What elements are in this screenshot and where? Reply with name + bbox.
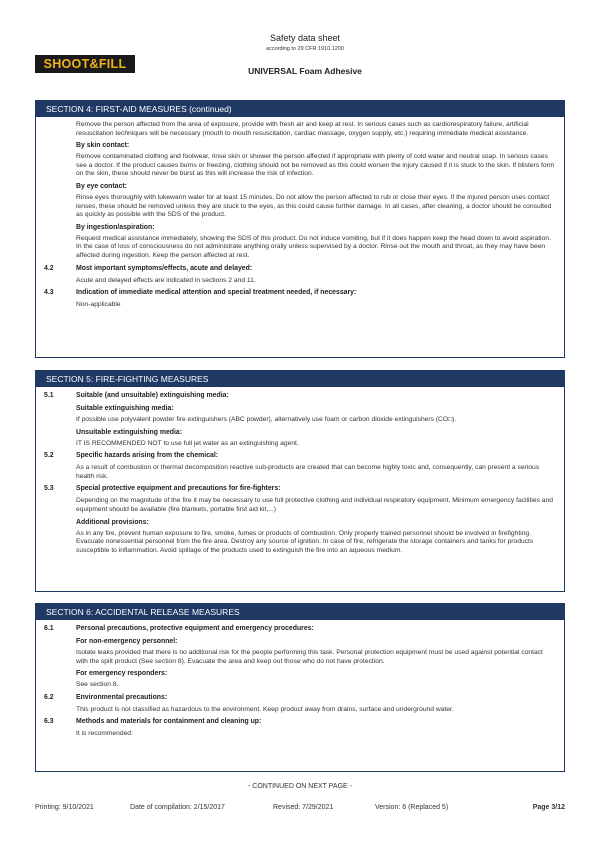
subsection-5-1 (44, 391, 556, 400)
subsection-number: 6.1 (44, 625, 54, 632)
subsection-title: Indication of immediate medical attention and special treatment needed, if necessary: (76, 289, 357, 297)
eye-contact-text: Rinse eyes thoroughly with lukewarm water for at least 15 minutes. Do not allow the person affected to rub or close their eyes. If the injured person uses contact lenses, these should be removed unless they are stuck to the eyes, as this could cause further damage. In all cases, after cleaning, a doctor should be consulted as quickly as possible with the SDS of the product. (76, 193, 552, 219)
section-4-body (36, 117, 564, 319)
subsection-number: 5.3 (44, 485, 54, 493)
subsection-title: Environmental precautions: (76, 693, 168, 701)
section-6-body (36, 620, 564, 748)
subsection-number: 5.2 (44, 452, 54, 460)
section-4 (35, 100, 565, 358)
page-number: Page 3/12 (532, 804, 565, 811)
subsection-number: 4.3 (44, 289, 54, 297)
section-5-body (36, 387, 564, 564)
subsection-number: 5.1 (44, 392, 54, 399)
subsection-number: 6.2 (44, 693, 54, 701)
page-header (0, 0, 600, 95)
ingestion-label: By ingestion/aspiration: (76, 223, 155, 231)
brand-logo: SHOOT&FILL (35, 55, 135, 73)
unsuitable-media-label: Unsuitable extinguishing media: (76, 428, 183, 436)
suitable-media-text: If possible use polyvalent powder fire extinguishers (ABC powder), alternatively use foam or carbon dioxide extinguishers (CO□). (76, 416, 457, 423)
section-5-title: SECTION 5: FIRE-FIGHTING MEASURES (36, 371, 564, 387)
inhalation-text: Remove the person affected from the area of exposure, provide with fresh air and keep at rest. In serious cases such as cardiorespiratory failure, artificial resuscitation techniques will be necessary (mouth to mouth resuscitation, cardiac massage, oxygen supply, etc.) requiring immediate medical assistance. (76, 121, 529, 137)
continued-notice: - CONTINUED ON NEXT PAGE - (248, 783, 352, 790)
subsection-4-3-text: Non-applicable (76, 301, 121, 309)
subsection-title: Special protective equipment and precautions for fire-fighters: (76, 485, 281, 493)
subsection-5-2-text: As a result of combustion or thermal decomposition reactive sub-products are created that can become highly toxic and, consequently, can present a serious health risk. (76, 464, 540, 480)
subsection-6-2-text: This product is not classified as hazardous to the environment. Keep product away from drains, surface and underground water. (76, 705, 454, 713)
section-6 (35, 603, 565, 772)
subsection-4-3 (44, 288, 556, 297)
subsection-number: 6.3 (44, 718, 54, 726)
section-4-title: SECTION 4: FIRST-AID MEASURES (continued) (36, 101, 564, 117)
eye-contact-label: By eye contact: (76, 182, 127, 190)
subsection-4-2-text: Acute and delayed effects are indicated in sections 2 and 11. (76, 276, 256, 284)
compilation-date: Date of compilation: 2/15/2017 (130, 804, 225, 811)
subsection-6-1 (44, 624, 556, 633)
unsuitable-media-text: IT IS RECOMMENDED NOT to use full jet water as an extinguishing agent. (76, 439, 299, 447)
additional-provisions-label: Additional provisions: (76, 518, 149, 526)
subsection-6-2 (44, 693, 556, 702)
suitable-media-label: Suitable extinguishing media: (76, 405, 174, 412)
ingestion-text: Request medical assistance immediately, showing the SDS of this product. Do not induce vomiting, but if it does happen keep the head down to avoid aspiration. In the case of loss of consciousness do not administrate anything orally unless supervised by a doctor. Rinse out the mouth and throat, as they may have been affected during ingestion. Keep the person affected at rest. (76, 234, 551, 259)
non-emergency-label: For non-emergency personnel: (76, 638, 178, 645)
section-5 (35, 370, 565, 592)
printing-date: Printing: 9/10/2021 (35, 804, 94, 811)
subsection-5-2 (44, 451, 556, 460)
emergency-responders-label: For emergency responders: (76, 670, 168, 678)
subsection-title: Suitable (and unsuitable) extinguishing media: (76, 392, 229, 399)
skin-contact-text: Remove contaminated clothing and footwear, rinse skin or shower the person affected if appropriate with plenty of cold water and neutral soap. In serious cases see a doctor. If the product causes burns or freezing, clothing should not be removed as this could worsen the injury caused if it is stuck to the skin. If blisters form on the skin, these should never be burst as this will increase the risk of infection. (76, 153, 555, 178)
subsection-6-3 (44, 717, 556, 726)
non-emergency-text: Isolate leaks provided that there is no additional risk for the people performing this task. Personal protection equipment must be used against potential contact with the spilt product (See section 8). Evacuate the area and keep out those who do not have protection. (76, 649, 543, 665)
subsection-title: Personal precautions, protective equipment and emergency procedures: (76, 625, 314, 632)
subsection-number: 4.2 (44, 264, 54, 272)
additional-provisions-text: As in any fire, prevent human exposure to fire, smoke, fumes or products of combustion. Only properly trained personnel should be involved in firefighting. Evacuate nonessential personnel from the fire area. Destroy any source of ignition. In case of fire, refrigerate the storage containers and tanks for products susceptible to inflammation. Avoid spillage of the products used to extinguish the fire into an aqueous medium. (76, 529, 534, 554)
subsection-title: Methods and materials for containment and cleaning up: (76, 718, 262, 726)
emergency-responders-text: See section 8. (76, 681, 119, 689)
product-name: UNIVERSAL Foam Adhesive (248, 66, 362, 76)
subsection-title: Specific hazards arising from the chemical: (76, 452, 219, 460)
subsection-5-3 (44, 484, 556, 493)
version-info: Version: 6 (Replaced 5) (375, 804, 449, 811)
document-title: Safety data sheet (269, 33, 341, 43)
subsection-4-2 (44, 264, 556, 273)
section-6-title: SECTION 6: ACCIDENTAL RELEASE MEASURES (36, 604, 564, 620)
subsection-6-3-text: It is recommended: (76, 730, 133, 738)
document-regulation: according to 29 CFR 1910.1200 (266, 46, 344, 52)
subsection-title: Most important symptoms/effects, acute and delayed: (76, 264, 253, 272)
subsection-5-3-text: Depending on the magnitude of the fire it may be necessary to use full protective clothing and individual respiratory equipment. Minimum emergency facilities and equipment should be available (fire blankets, portable first aid kit,...) (76, 497, 553, 513)
revised-date: Revised: 7/29/2021 (273, 804, 334, 811)
skin-contact-label: By skin contact: (76, 142, 130, 150)
